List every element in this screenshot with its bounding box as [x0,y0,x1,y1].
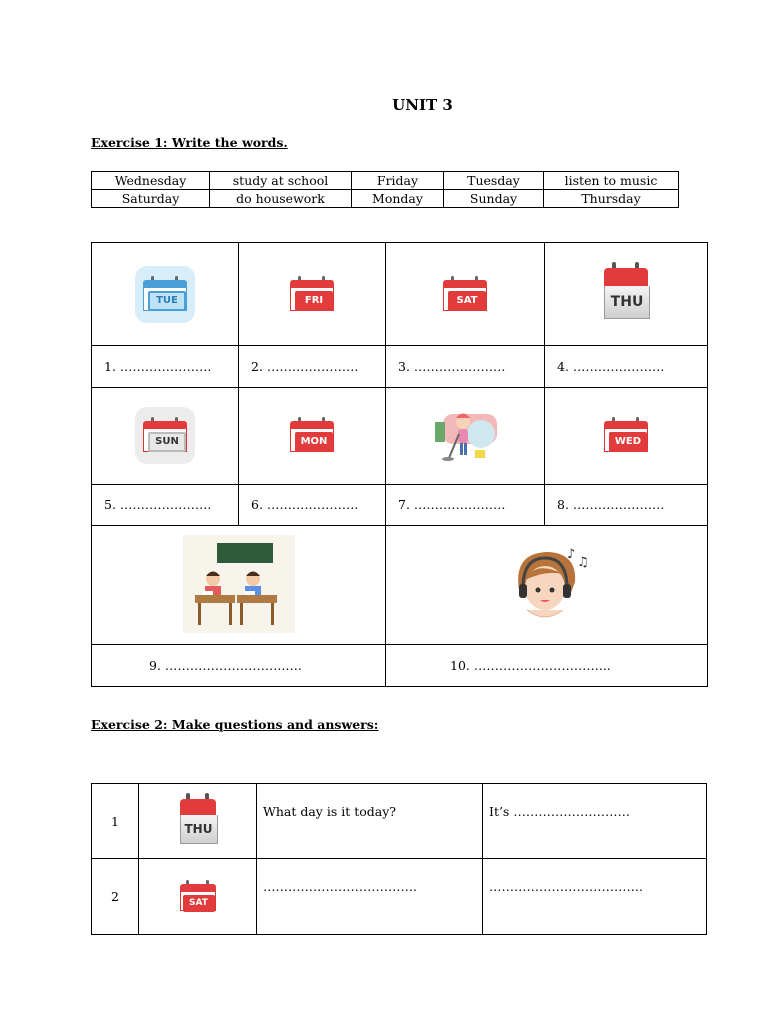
answer-line-2[interactable]: 2. …………………. [239,346,386,387]
picture-cell [545,243,708,346]
girl-headphones-music-image [505,544,589,624]
picture-row [92,387,708,484]
picture-cell [239,387,386,484]
picture-cell [386,387,545,484]
answer-line-6[interactable]: 6. …………………. [239,484,386,525]
answer-line-8[interactable]: 8. …………………. [545,484,708,525]
fri-calendar-icon [290,274,334,312]
row-number: 2 [92,859,139,935]
word-cell: Tuesday [444,172,544,190]
word-cell: do housework [210,190,352,208]
picture-cell [386,243,545,346]
classroom-students-image [183,535,295,633]
row-number: 1 [92,784,139,859]
exercise-1-heading: Exercise 1: Write the words. [91,135,288,150]
answer-line-5[interactable]: 5. …………………. [92,484,239,525]
word-cell: Saturday [92,190,210,208]
calendar-label: SUN [148,432,186,452]
picture-row [92,243,708,346]
question-cell[interactable]: ………………………………. [257,859,483,935]
picture-cell [545,387,708,484]
answer-line-9[interactable]: 9. ………………………..…. [92,645,386,687]
picture-cell [139,784,257,859]
calendar-label: WED [609,432,647,452]
answer-line-3[interactable]: 3. …………………. [386,346,545,387]
word-cell: Sunday [444,190,544,208]
sat-calendar-icon [443,274,487,312]
answer-line-7[interactable]: 7. …………………. [386,484,545,525]
word-cell: Monday [352,190,444,208]
answer-line-10[interactable]: 10. …………………………... [386,645,708,687]
answer-row [92,346,708,387]
word-box-row [92,172,679,190]
wed-calendar-icon [604,415,648,453]
picture-cell [239,243,386,346]
calendar-label: TUE [148,291,186,311]
word-box-row [92,190,679,208]
word-cell: study at school [210,172,352,190]
picture-grid [91,242,708,687]
page-title: UNIT 3 [392,96,453,114]
picture-row [92,526,708,645]
svg-text:♪: ♪ [566,546,575,562]
calendar-label: MON [295,432,333,452]
svg-text:♫: ♫ [576,554,589,570]
answer-line-4[interactable]: 4. …………………. [545,346,708,387]
mon-calendar-icon [290,415,334,453]
qa-row [92,859,707,935]
sat-calendar-icon [180,878,216,912]
qa-row [92,784,707,859]
answer-row [92,484,708,525]
calendar-label: THU [180,815,218,844]
word-cell: listen to music [544,172,679,190]
picture-cell [92,387,239,484]
word-cell: Wednesday [92,172,210,190]
word-box [91,171,679,208]
calendar-label: SAT [448,291,486,311]
sun-calendar-icon [135,407,195,464]
exercise-2-heading: Exercise 2: Make questions and answers: [91,717,379,732]
question-cell: What day is it today? [257,784,483,859]
answer-cell[interactable]: It’s ………………………. [483,784,707,859]
answer-cell[interactable]: ………………………………. [483,859,707,935]
thu-calendar-icon [180,793,216,847]
picture-cell [92,526,386,645]
calendar-label: FRI [295,291,333,311]
word-cell: Thursday [544,190,679,208]
picture-cell [386,526,708,645]
picture-cell [92,243,239,346]
housework-girl-image [429,404,501,464]
tue-calendar-icon [135,266,195,323]
calendar-label: SAT [183,895,215,912]
calendar-label: THU [604,286,650,319]
thu-calendar-icon [604,262,648,324]
word-cell: Friday [352,172,444,190]
answer-row [92,645,708,687]
answer-line-1[interactable]: 1. …………………. [92,346,239,387]
question-answer-table [91,783,707,935]
picture-cell [139,859,257,935]
